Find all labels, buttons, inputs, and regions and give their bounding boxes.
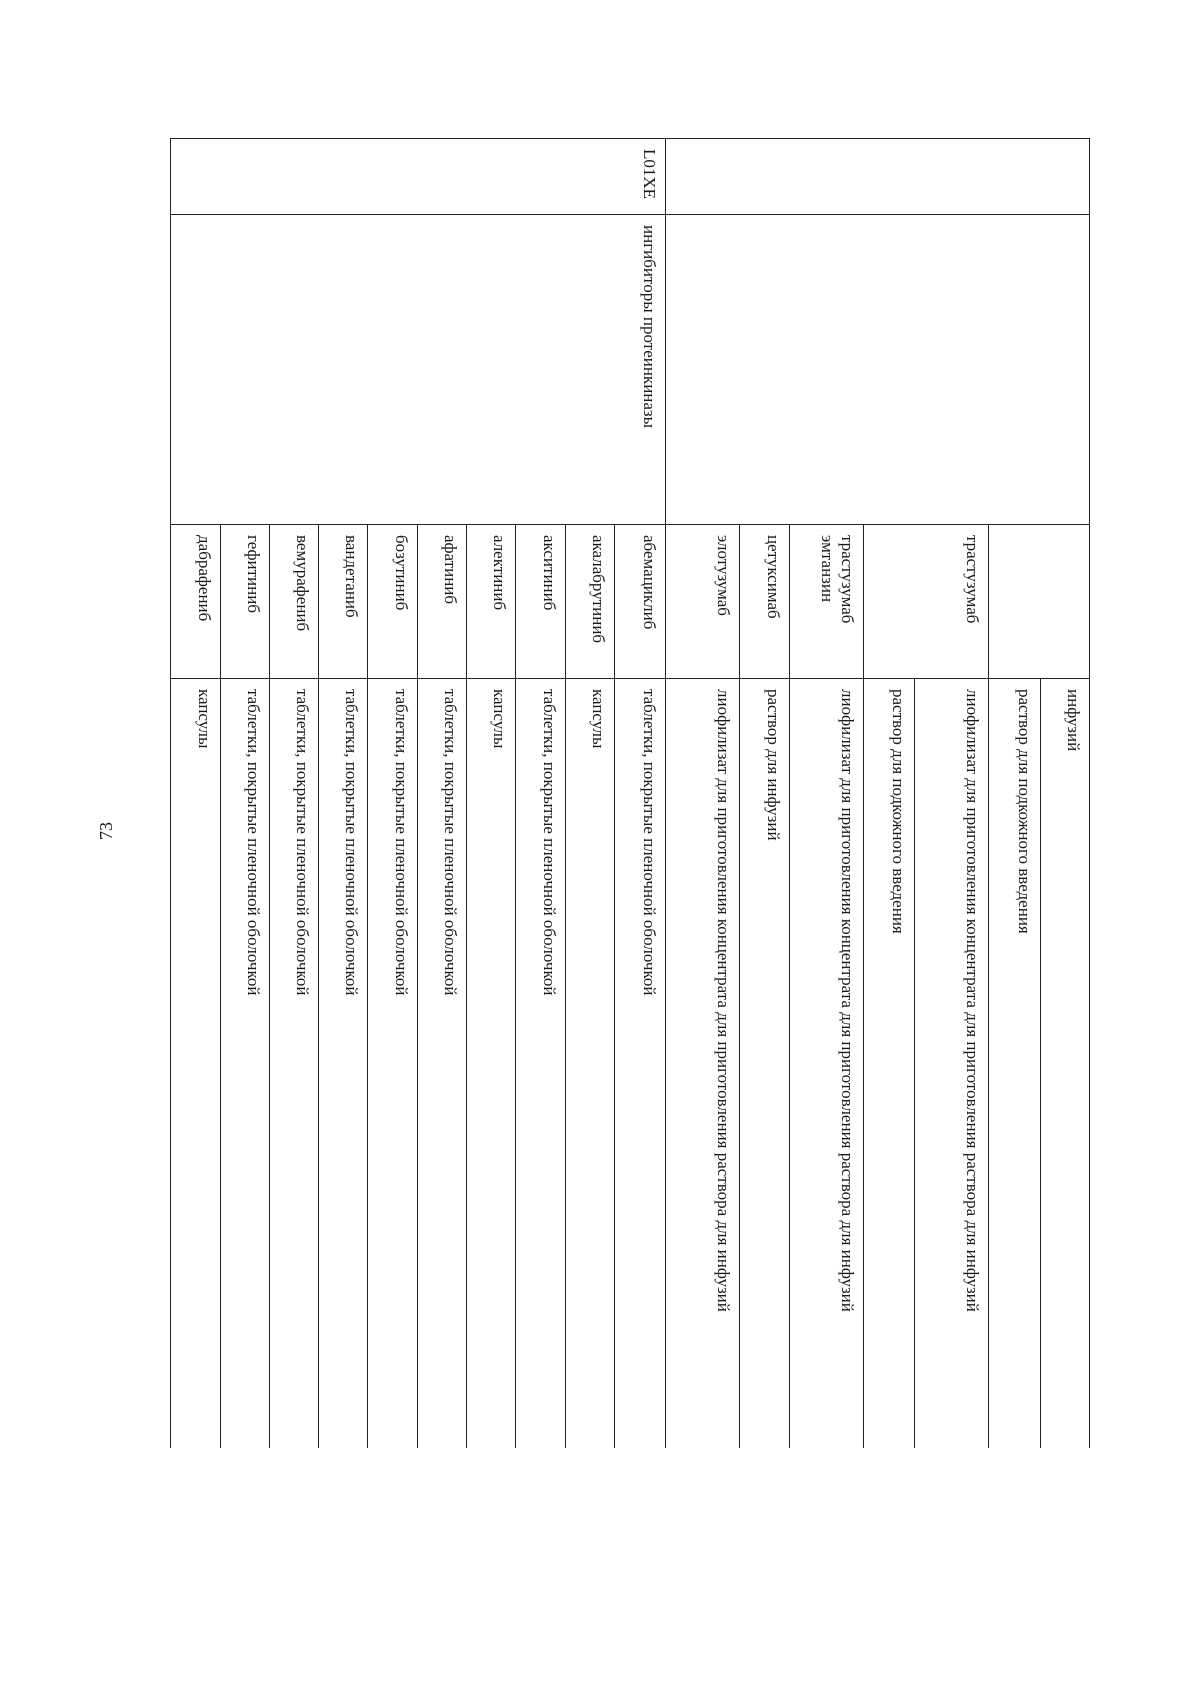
cell-drug-name: бозутиниб: [368, 525, 417, 679]
cell-atc-code: L01XE: [171, 139, 666, 215]
cell-dosage-form: таблетки, покрытые пленочной оболочкой: [417, 679, 466, 1449]
cell-dosage-form: раствор для подкожного введения: [863, 679, 915, 1449]
cell-drug-name: трастузумаб: [863, 525, 989, 679]
table-frame: [170, 138, 1090, 1448]
table-body: [171, 139, 1090, 1449]
cell-drug-name: трастузумаб эмтанзин: [789, 525, 863, 679]
cell-dosage-form: раствор для подкожного введения: [989, 679, 1041, 1449]
cell-dosage-form: капсулы: [467, 679, 516, 1449]
cell-drug-name: элотузумаб: [666, 525, 740, 679]
cell-dosage-form: капсулы: [171, 679, 221, 1449]
cell-drug-name: алектиниб: [467, 525, 516, 679]
cell-dosage-form: таблетки, покрытые пленочной оболочкой: [516, 679, 565, 1449]
cell-dosage-form: лиофилизат для приготовления концентрата для приготовления раствора для инфузий: [915, 679, 989, 1449]
cell-group: ингибиторы протеинкиназы: [171, 215, 666, 525]
rotated-sheet: [170, 138, 1090, 1448]
cell-dosage-form: лиофилизат для приготовления концентрата для приготовления раствора для инфузий: [666, 679, 740, 1449]
cell-dosage-form: таблетки, покрытые пленочной оболочкой: [220, 679, 269, 1449]
cell-dosage-form: лиофилизат для приготовления концентрата для приготовления раствора для инфузий: [789, 679, 863, 1449]
cell-drug-name: вандетаниб: [319, 525, 368, 679]
cell-dosage-form: таблетки, покрытые пленочной оболочкой: [368, 679, 417, 1449]
cell-dosage-form: раствор для инфузий: [740, 679, 789, 1449]
cell-dosage-form: инфузий: [1040, 679, 1089, 1449]
cell-drug-name: акситиниб: [516, 525, 565, 679]
page-number: 73: [96, 822, 116, 840]
medication-table: [170, 138, 1090, 1448]
cell-drug-name: вемурафениб: [269, 525, 318, 679]
cell-dosage-form: таблетки, покрытые пленочной оболочкой: [614, 679, 666, 1449]
cell-drug-name: абемациклиб: [614, 525, 666, 679]
table-row: [614, 139, 666, 1449]
cell-drug-name: акалабрутиниб: [565, 525, 614, 679]
cell-drug-name: гефитиниб: [220, 525, 269, 679]
cell-atc-code: [666, 139, 1090, 215]
cell-dosage-form: таблетки, покрытые пленочной оболочкой: [319, 679, 368, 1449]
cell-group: [666, 215, 1090, 525]
cell-drug-name: цетуксимаб: [740, 525, 789, 679]
cell-dosage-form: капсулы: [565, 679, 614, 1449]
table-row: [1040, 139, 1089, 1449]
cell-drug-name: дабрафениб: [171, 525, 221, 679]
cell-dosage-form: таблетки, покрытые пленочной оболочкой: [269, 679, 318, 1449]
cell-drug-name: афатиниб: [417, 525, 466, 679]
cell-drug-name: [989, 525, 1090, 679]
